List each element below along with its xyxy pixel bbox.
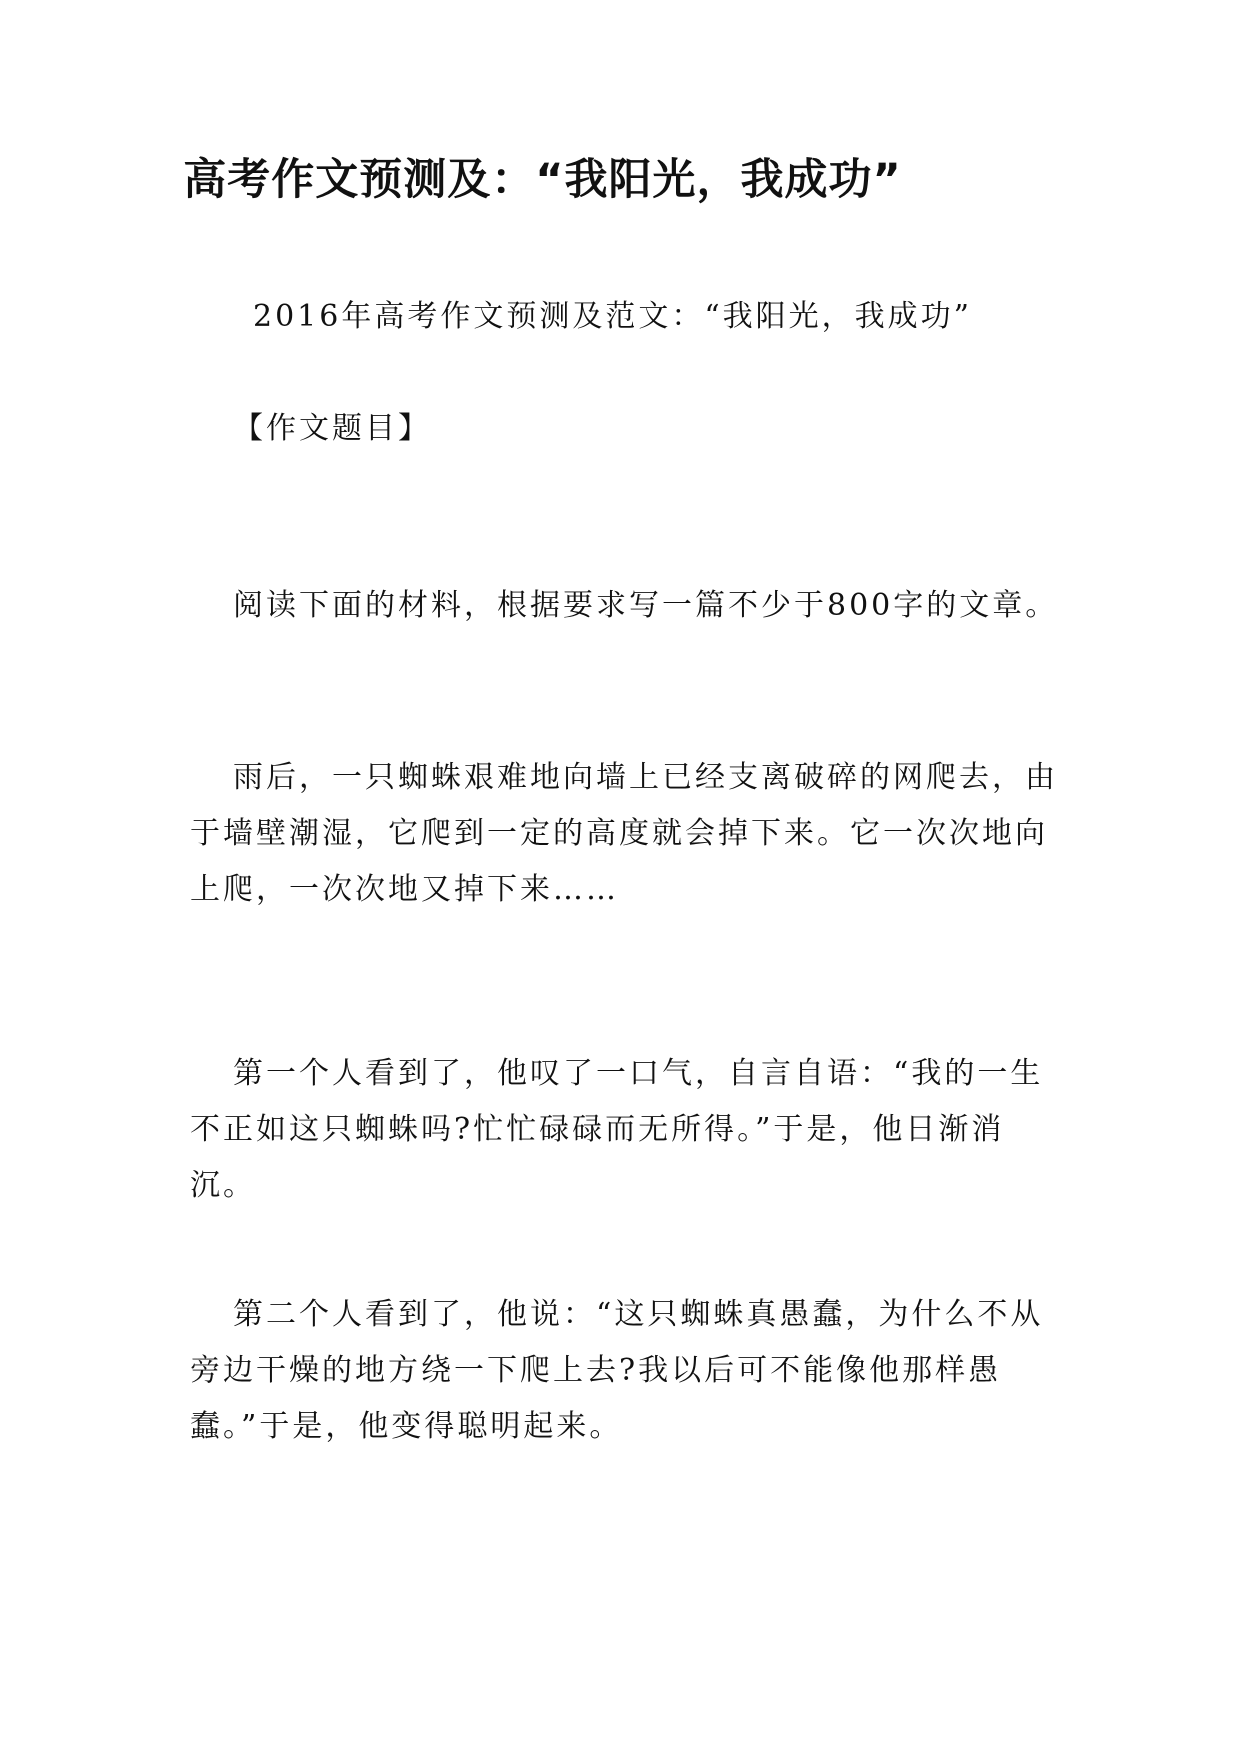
paragraph-instructions: 阅读下面的材料，根据要求写一篇不少于800字的文章。 [233, 588, 1059, 623]
document-title: 高考作文预测及：“我阳光，我成功” [183, 155, 902, 205]
paragraph-first-person: 第一个人看到了，他叹了一口气，自言自语：“我的一生不正如这只蜘蛛吗?忙忙碌碌而无所得。”于是，他日渐消沉。 [190, 1056, 1044, 1203]
document-subtitle: 2016年高考作文预测及范文：“我阳光，我成功” [253, 299, 973, 334]
paragraph-material-spider: 雨后，一只蜘蛛艰难地向墙上已经支离破碎的网爬去，由于墙壁潮湿，它爬到一定的高度就会掉下来。它一次次地向上爬，一次次地又掉下来…… [190, 760, 1058, 907]
paragraph-second-person: 第二个人看到了，他说：“这只蜘蛛真愚蠢，为什么不从旁边干燥的地方绕一下爬上去?我以后可不能像他那样愚蠢。”于是，他变得聪明起来。 [190, 1297, 1044, 1444]
section-heading: 【作文题目】 [233, 411, 431, 446]
